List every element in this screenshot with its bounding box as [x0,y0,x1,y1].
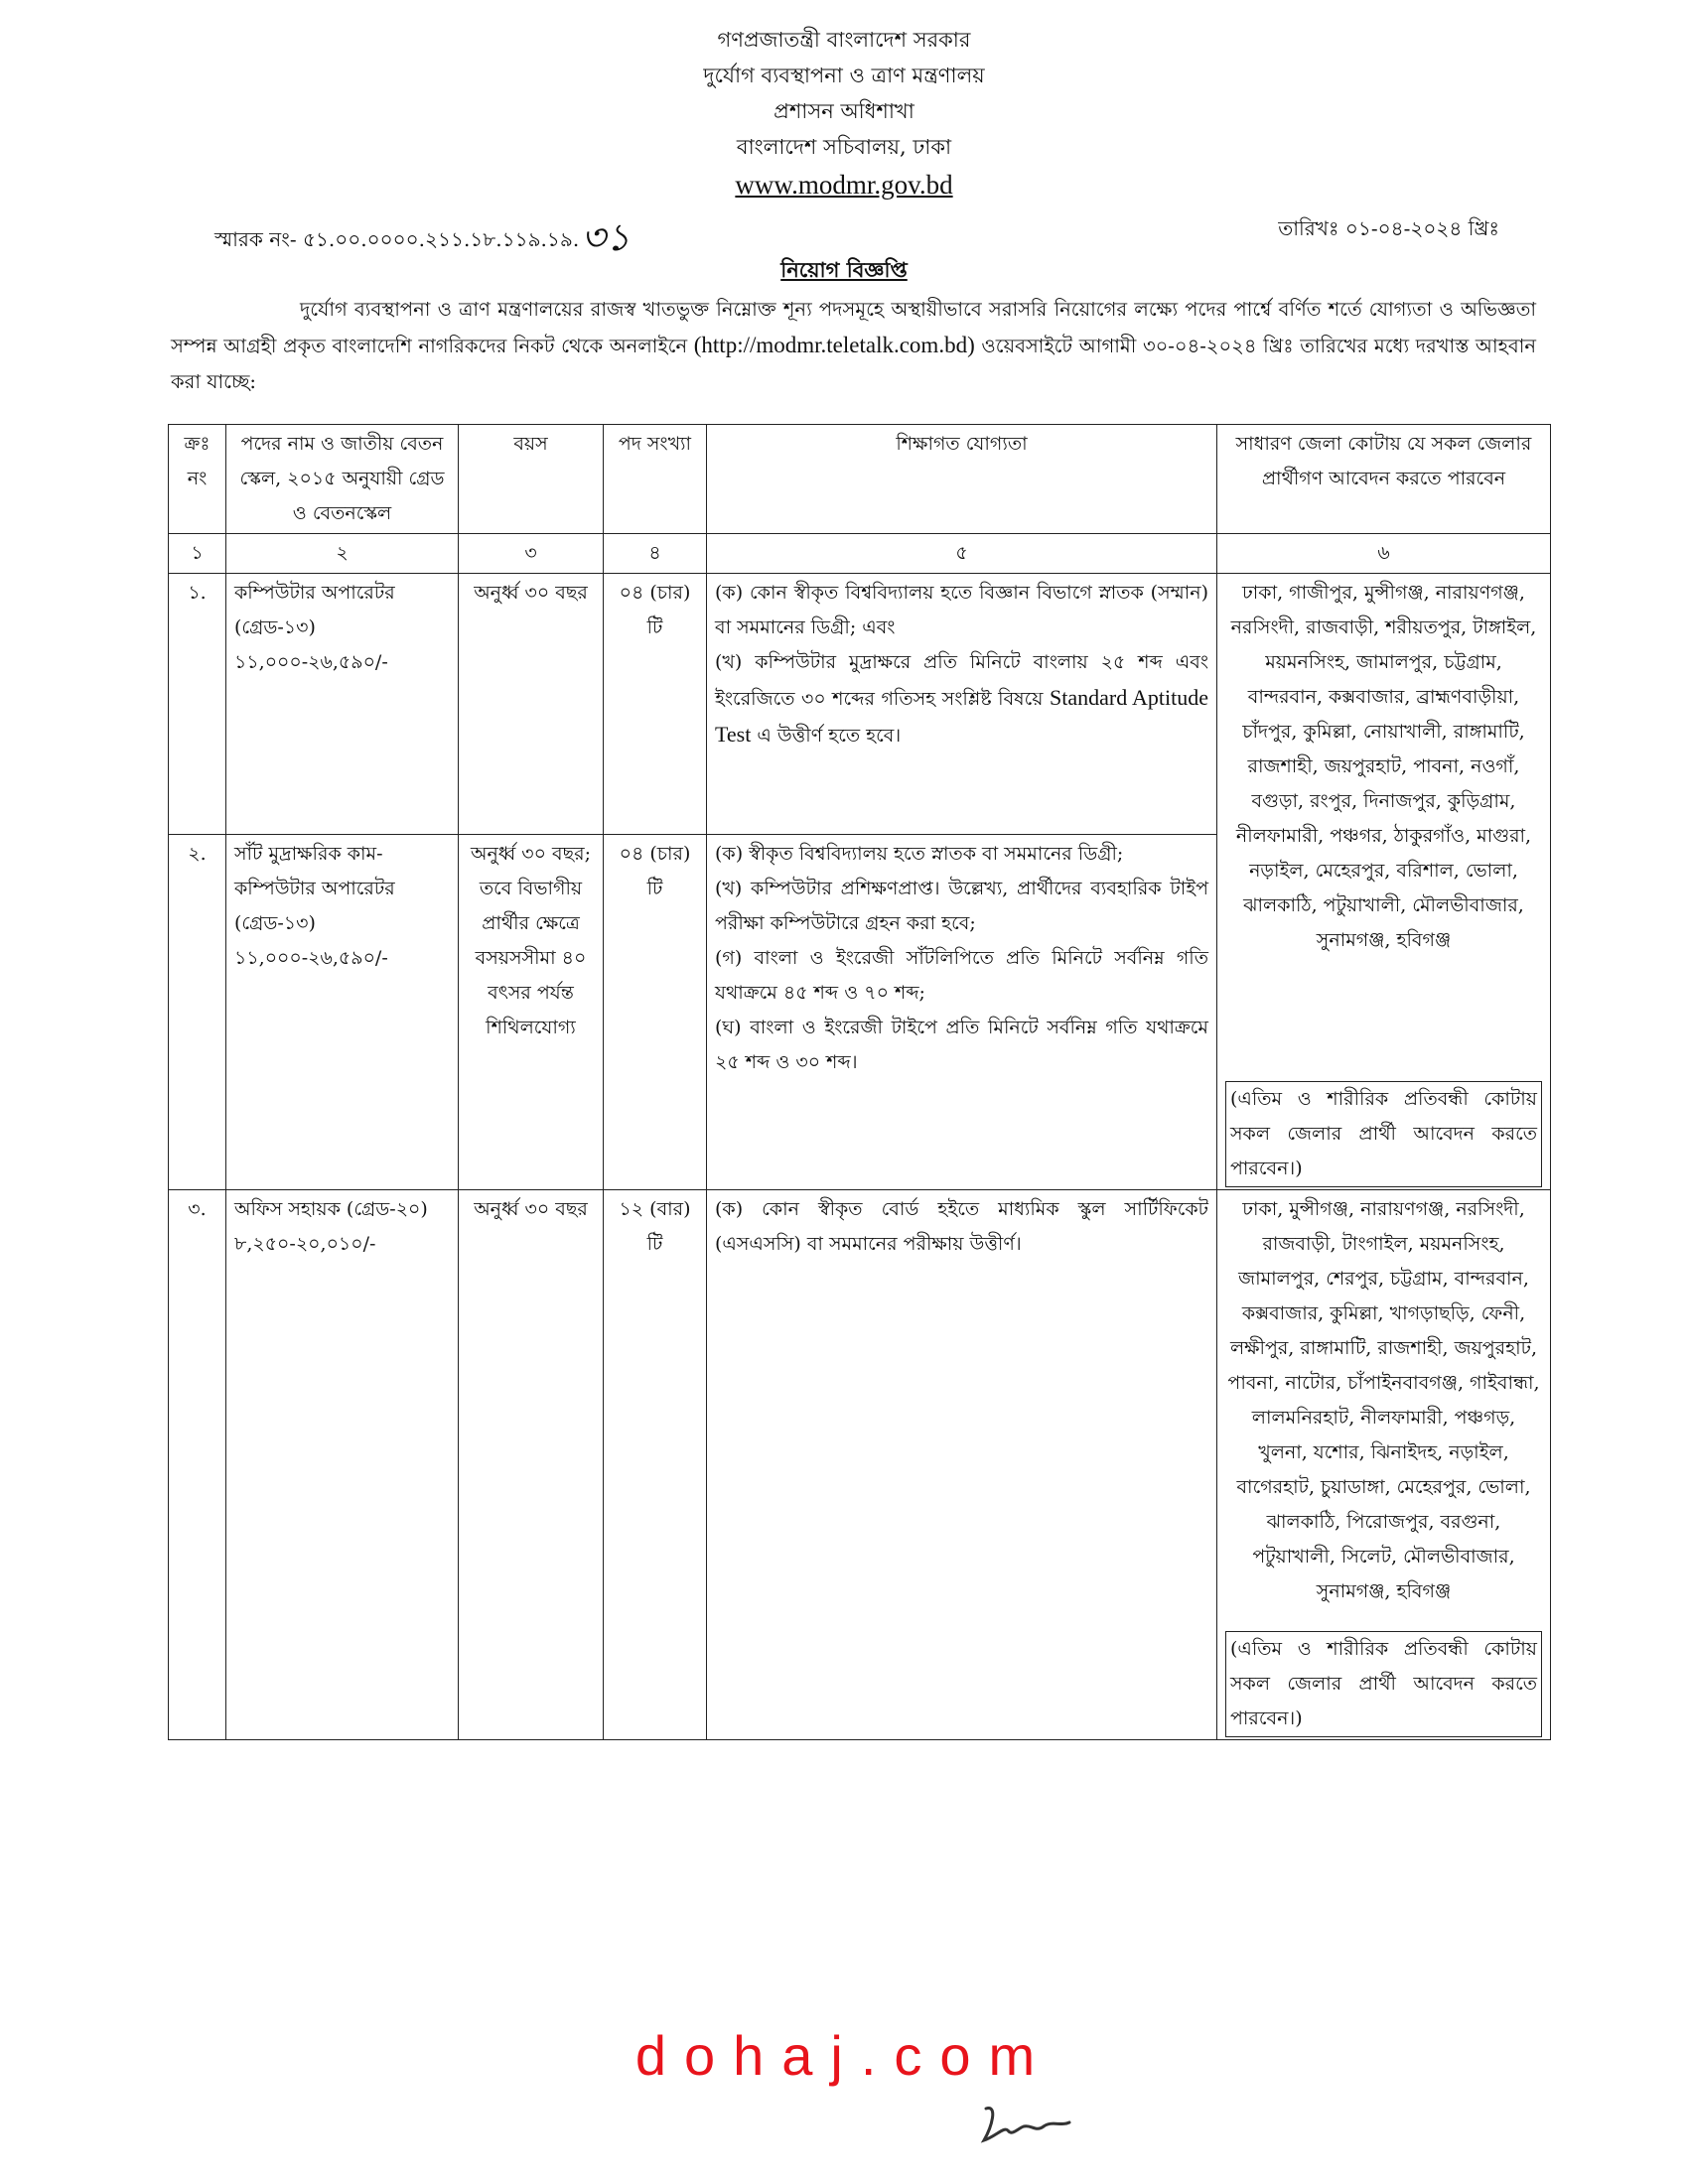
table-column-number-row [169,534,1551,574]
post-cell [226,574,459,835]
table-row [169,1190,1551,1740]
application-link[interactable]: (http://modmr.teletalk.com.bd) [693,333,975,357]
age-cell: অনুর্ধ্ব ৩০ বছর; তবে বিভাগীয় প্রার্থীর ক্ষেত্রে বসয়সসীমা ৪০ বৎসর পর্যন্ত শিথিলযোগ্য [459,835,604,1190]
education-item: (খ) কম্পিউটার প্রশিক্ষণপ্রাপ্ত। উল্লেখ্য, প্রার্থীদের ব্যবহারিক টাইপ পরীক্ষা কম্পিউটারে গ্রহন করা হবে; [715,878,1208,935]
post-name: কম্পিউটার অপারেটর (গ্রেড-১৩) [234,582,395,638]
post-count-cell: ০৪ (চার) টি [604,835,707,1190]
post-cell [226,1190,459,1740]
col-number: ২ [226,534,459,574]
vacancy-table [168,424,1551,1740]
education-item: (গ) বাংলা ও ইংরেজী সাঁটলিপিতে প্রতি মিনিটে সর্বনিম্ন গতি যথাক্রমে ৪৫ শব্দ ও ৭০ শব্দ; [715,947,1208,1005]
header-districts: সাধারণ জেলা কোটায় যে সকল জেলার প্রার্থীগণ আবেদন করতে পারবেন [1217,425,1551,534]
ministry-name: দুর্যোগ ব্যবস্থাপনা ও ত্রাণ মন্ত্রণালয় [703,64,985,87]
districts-cell [1217,574,1551,1190]
post-count-cell: ১২ (বার) টি [604,1190,707,1740]
post-cell [226,835,459,1190]
intro-paragraph [171,292,1536,400]
age-cell: অনুর্ধ্ব ৩০ বছর [459,574,604,835]
letterhead [0,22,1688,205]
page-title: নিয়োগ বিজ্ঞপ্তি [780,257,908,282]
table-row [169,574,1551,835]
intro-text-2: ওয়েবসাইটে আগামী ৩০-০৪-২০২৪ খ্রিঃ তারিখের মধ্যে দরখাস্ত আহবান করা যাচ্ছে: [171,335,1537,393]
header-serial: ক্রঃ নং [169,425,226,534]
serial-cell: ২. [169,835,226,1190]
col-number: ৩ [459,534,604,574]
district-list: ঢাকা, গাজীপুর, মুন্সীগঞ্জ, নারায়ণগঞ্জ, নরসিংদী, রাজবাড়ী, শরীয়তপুর, টাঙ্গাইল, ময়মনসিংহ, জামালপুর, চট্টগ্রাম, বান্দরবান, কক্সবাজার, ব্রাহ্মণবাড়ীয়া, চাঁদপুর, কুমিল্লা, নোয়াখালী, রাঙ্গামাটি, রাজশাহী, জয়পুরহাট, পাবনা, নওগাঁ, বগুড়া, রংপুর, দিনাজপুর, কুড়িগ্রাম, নীলফামারী, পঞ্চগর, ঠাকুরগাঁও, মাগুরা, নড়াইল, মেহেরপুর, বরিশাল, ভোলা, ঝালকাঠি, পটুয়াখালী, মৌলভীবাজার, সুনামগঞ্জ, হবিগঞ্জ [1230,582,1537,951]
table-header-row [169,425,1551,534]
education-item: (ক) কোন স্বীকৃত বোর্ড হইতে মাধ্যমিক স্কুল সার্টিফিকেট (এসএসসি) বা সমমানের পরীক্ষায় উত্তীর্ণ। [715,1198,1208,1255]
issue-date: তারিখঃ ০১-০৪-২০২৪ খ্রিঃ [1278,216,1499,240]
header-education: শিক্ষাগত যোগ্যতা [707,425,1217,534]
education-item: (ক) কোন স্বীকৃত বিশ্ববিদ্যালয় হতে বিজ্ঞান বিভাগে স্নাতক (সম্মান) বা সমমানের ডিগ্রী; এবং [715,582,1208,638]
education-cell [707,835,1217,1190]
header-count: পদ সংখ্যা [604,425,707,534]
districts-cell [1217,1190,1551,1740]
govt-name: গণপ্রজাতন্ত্রী বাংলাদেশ সরকার [717,28,971,52]
intro-text-1: দুর্যোগ ব্যবস্থাপনা ও ত্রাণ মন্ত্রণালয়ের রাজস্ব খাতভুক্ত নিম্নোক্ত শূন্য পদসমূহে অস্থায়ীভাবে সরাসরি নিয়োগের লক্ষ্যে পদের পার্শ্বে বর্ণিত শর্তে যোগ্যতা ও অভিজ্ঞতা সম্পন্ন আগ্রহী প্রকৃত বাংলাদেশি নাগরিকদের নিকট থেকে অনলাইনে [171,298,1536,357]
col-number: ৫ [707,534,1217,574]
watermark: dohaj.com [634,2024,1054,2087]
pay-scale: ৮,২৫০-২০,০১০/- [234,1233,376,1255]
memo-handwritten-number: ৩১ [581,215,631,259]
serial-cell: ৩. [169,1190,226,1740]
pay-scale: ১১,০০০-২৬,৫৯০/- [234,947,388,970]
education-item [715,645,1208,753]
serial-cell: ১. [169,574,226,835]
col-number: ৬ [1217,534,1551,574]
division-name: প্রশাসন অধিশাখা [774,99,914,123]
age-cell: অনুর্ধ্ব ৩০ বছর [459,1190,604,1740]
education-text: (খ) কম্পিউটার মুদ্রাক্ষরে প্রতি মিনিটে বাংলায় ২৫ শব্দ এবং ইংরেজিতে ৩০ শব্দের গতিসহ সংশ্লিষ্ট বিষয়ে [715,651,1208,710]
memo-number-text: স্মারক নং- ৫১.০০.০০০০.২১১.১৮.১১৯.১৯. [214,227,580,251]
col-number: ৪ [604,534,707,574]
post-name: অফিস সহায়ক (গ্রেড-২০) [234,1198,428,1220]
header-age: বয়স [459,425,604,534]
signature [978,2097,1077,2170]
district-list: ঢাকা, মুন্সীগঞ্জ, নারায়ণগঞ্জ, নরসিংদী, রাজবাড়ী, টাংগাইল, ময়মনসিংহ, জামালপুর, শেরপুর, চট্টগ্রাম, বান্দরবান, কক্সবাজার, কুমিল্লা, খাগড়াছড়ি, ফেনী, লক্ষীপুর, রাঙ্গামাটি, রাজশাহী, জয়পুরহাট, পাবনা, নাটোর, চাঁপাইনবাবগঞ্জ, গাইবান্ধা, লালমনিরহাট, নীলফামারী, পঞ্চগড়, খুলনা, যশোর, ঝিনাইদহ, নড়াইল, বাগেরহাট, চুয়াডাঙ্গা, মেহেরপুর, ভোলা, ঝালকাঠি, পিরোজপুর, বরগুনা, পটুয়াখালী, সিলেট, মৌলভীবাজার, সুনামগঞ্জ, হবিগঞ্জ [1227,1198,1540,1602]
post-name: সাঁট মুদ্রাক্ষরিক কাম-কম্পিউটার অপারেটর (গ্রেড-১৩) [234,843,395,935]
education-item: (ক) স্বীকৃত বিশ্ববিদ্যালয় হতে স্নাতক বা সমমানের ডিগ্রী; [715,843,1124,866]
education-item: (ঘ) বাংলা ও ইংরেজী টাইপে প্রতি মিনিটে সর্বনিম্ন গতি যথাক্রমে ২৫ শব্দ ও ৩০ শব্দ। [715,1017,1208,1074]
education-test-name: Standard Aptitude Test [715,685,1209,747]
signature-mark-icon [978,2097,1077,2156]
header-post: পদের নাম ও জাতীয় বেতন স্কেল, ২০১৫ অনুযায়ী গ্রেড ও বেতনস্কেল [226,425,459,534]
post-count-cell: ০৪ (চার) টি [604,574,707,835]
education-text: এ উত্তীর্ণ হতে হবে। [757,725,902,747]
education-cell [707,574,1217,835]
quota-note: (এতিম ও শারীরিক প্রতিবন্ধী কোটায় সকল জেলার প্রার্থী আবেদন করতে পারবেন।) [1225,1081,1542,1187]
website-link[interactable]: www.modmr.gov.bd [735,170,953,200]
education-cell [707,1190,1217,1740]
pay-scale: ১১,০০০-২৬,৫৯০/- [234,651,388,673]
col-number: ১ [169,534,226,574]
office-address: বাংলাদেশ সচিবালয়, ঢাকা [736,135,952,159]
quota-note: (এতিম ও শারীরিক প্রতিবন্ধী কোটায় সকল জেলার প্রার্থী আবেদন করতে পারবেন।) [1225,1631,1542,1737]
